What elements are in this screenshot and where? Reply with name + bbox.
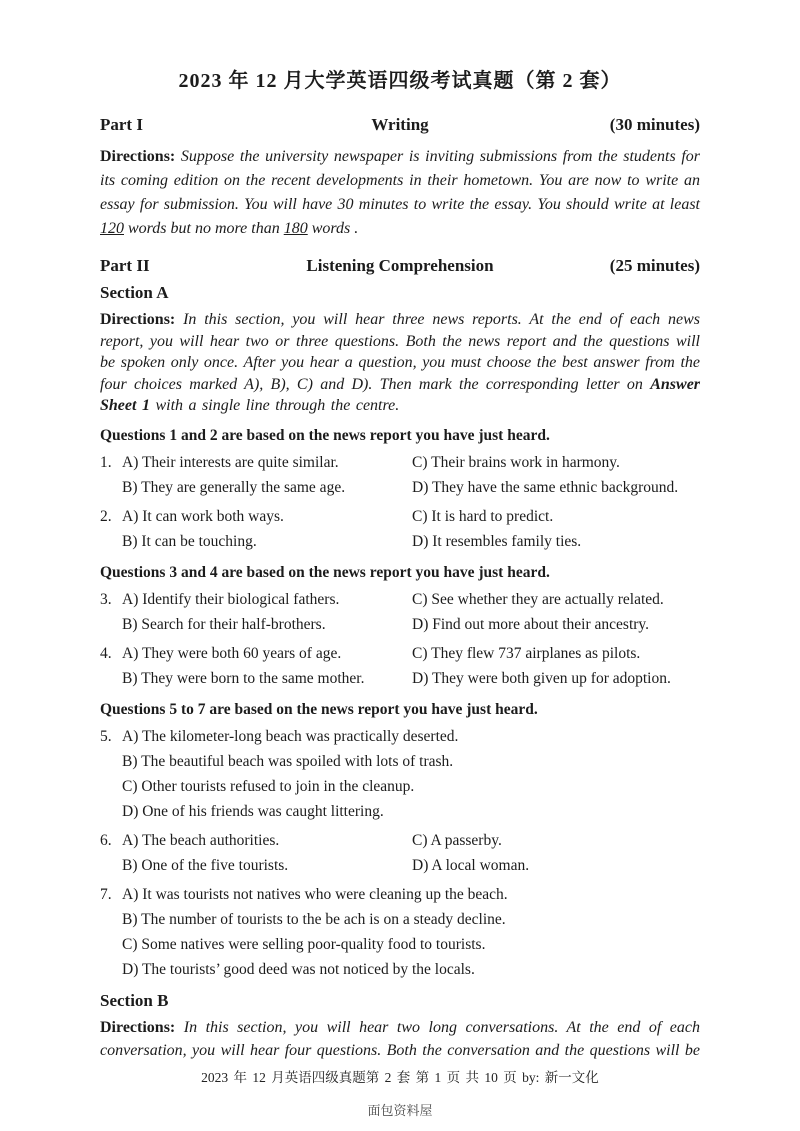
- question-7: [100, 882, 700, 982]
- section-a-directions-text: In this section, you will hear three news reports. At the end of each news report, you will hear two or three questions. Both the news report and the questions will be spoken only once. After you hear a question, you must choose the best answer from the four choices marked A), B), C) and D). Then mark the corresponding letter on: [100, 311, 701, 393]
- question-group-heading: Questions 1 and 2 are based on the news report you have just heard.: [100, 426, 550, 444]
- option-4b: B) They were born to the same mother.: [122, 669, 365, 687]
- option-7b: B) The number of tourists to the be ach is on a steady decline.: [122, 910, 506, 928]
- section-b-directions-text: In this section, you will hear two long conversations. At the end of each conversation, you will hear four questions. Both the conversation and the questions will be: [100, 1018, 701, 1059]
- directions-label: Directions:: [100, 311, 176, 328]
- question-1: [100, 450, 700, 500]
- section-b-directions: [100, 1016, 700, 1062]
- page-footer: 2023 年 12 月英语四级真题第 2 套 第 1 页 共 10 页 by: 新一文化: [201, 1070, 599, 1085]
- question-number: 5.: [100, 727, 112, 745]
- question-2: [100, 504, 700, 554]
- option-6b: B) One of the five tourists.: [122, 856, 289, 874]
- option-1d: D) They have the same ethnic background.: [412, 478, 679, 496]
- option-6c: C) A passerby.: [412, 831, 502, 849]
- part2-duration: (25 minutes): [609, 256, 700, 275]
- option-5a: A) The kilometer-long beach was practically deserted.: [122, 727, 459, 745]
- part1-directions-text-2: words but no more than: [128, 220, 280, 237]
- question-group-heading: Questions 3 and 4 are based on the news report you have just heard.: [100, 563, 550, 581]
- document-title: 2023 年 12 月大学英语四级考试真题（第 2 套）: [178, 70, 622, 92]
- question-4: [100, 641, 700, 691]
- question-group-heading: Questions 5 to 7 are based on the news report you have just heard.: [100, 700, 538, 718]
- option-3c: C) See whether they are actually related.: [412, 590, 664, 608]
- page-content: [100, 114, 700, 1062]
- question-number: 7.: [100, 885, 112, 903]
- option-7a: A) It was tourists not natives who were cleaning up the beach.: [122, 885, 508, 903]
- question-number: 6.: [100, 831, 112, 849]
- section-b-label: Section B: [100, 990, 169, 1010]
- section-a-label: Section A: [100, 283, 169, 302]
- question-number: 1.: [100, 453, 112, 471]
- section-a-directions: [100, 309, 700, 417]
- option-1b: B) They are generally the same age.: [122, 478, 346, 496]
- part2-label: Part II: [100, 256, 150, 275]
- part1-header: [100, 114, 700, 136]
- option-3a: A) Identify their biological fathers.: [122, 590, 340, 608]
- option-1a: A) Their interests are quite similar.: [122, 453, 339, 471]
- option-2d: D) It resembles family ties.: [412, 532, 582, 550]
- question-number: 3.: [100, 590, 112, 608]
- part1-duration: (30 minutes): [609, 115, 700, 134]
- section-a-directions-text-2: with a single line through the centre.: [155, 397, 400, 414]
- option-2c: C) It is hard to predict.: [412, 507, 554, 525]
- question-3: [100, 587, 700, 637]
- part1-title: Writing: [371, 115, 429, 134]
- directions-label: Directions:: [100, 1018, 176, 1036]
- answer-sheet-ref: Answer Sheet 1: [100, 375, 701, 414]
- option-3b: B) Search for their half-brothers.: [122, 615, 326, 633]
- part1-directions-text: Suppose the university newspaper is inviting submissions from the students for its coming edition on the recent developments in their hometown. You are now to write an essay for submission. You will have 30 minutes to write the essay. You should write at least: [100, 148, 701, 213]
- option-2b: B) It can be touching.: [122, 532, 257, 550]
- min-words-underlined: 120: [100, 220, 124, 237]
- option-4c: C) They flew 737 airplanes as pilots.: [412, 644, 641, 662]
- directions-label: Directions:: [100, 148, 176, 165]
- part2-title: Listening Comprehension: [306, 256, 494, 275]
- part1-directions-text-3: words .: [311, 220, 359, 237]
- option-6d: D) A local woman.: [412, 856, 530, 874]
- option-4a: A) They were both 60 years of age.: [122, 644, 342, 662]
- watermark-text: 面包资料屋: [367, 1103, 433, 1118]
- max-words-underlined: 180: [283, 220, 308, 237]
- option-5b: B) The beautiful beach was spoiled with lots of trash.: [122, 752, 454, 770]
- part1-label: Part I: [100, 115, 143, 134]
- question-5: [100, 724, 700, 824]
- option-5c: C) Other tourists refused to join in the cleanup.: [122, 777, 415, 795]
- option-2a: A) It can work both ways.: [122, 507, 284, 525]
- option-7c: C) Some natives were selling poor-quality food to tourists.: [122, 935, 486, 953]
- question-6: [100, 828, 700, 878]
- option-5d: D) One of his friends was caught littering.: [122, 802, 384, 820]
- question-number: 4.: [100, 644, 112, 662]
- option-1c: C) Their brains work in harmony.: [412, 453, 620, 471]
- part2-header: [100, 255, 700, 277]
- option-7d: D) The tourists’ good deed was not noticed by the locals.: [122, 960, 475, 978]
- option-3d: D) Find out more about their ancestry.: [412, 615, 650, 633]
- question-number: 2.: [100, 507, 112, 525]
- option-6a: A) The beach authorities.: [122, 831, 280, 849]
- part1-directions: [100, 145, 700, 241]
- option-4d: D) They were both given up for adoption.: [412, 669, 671, 687]
